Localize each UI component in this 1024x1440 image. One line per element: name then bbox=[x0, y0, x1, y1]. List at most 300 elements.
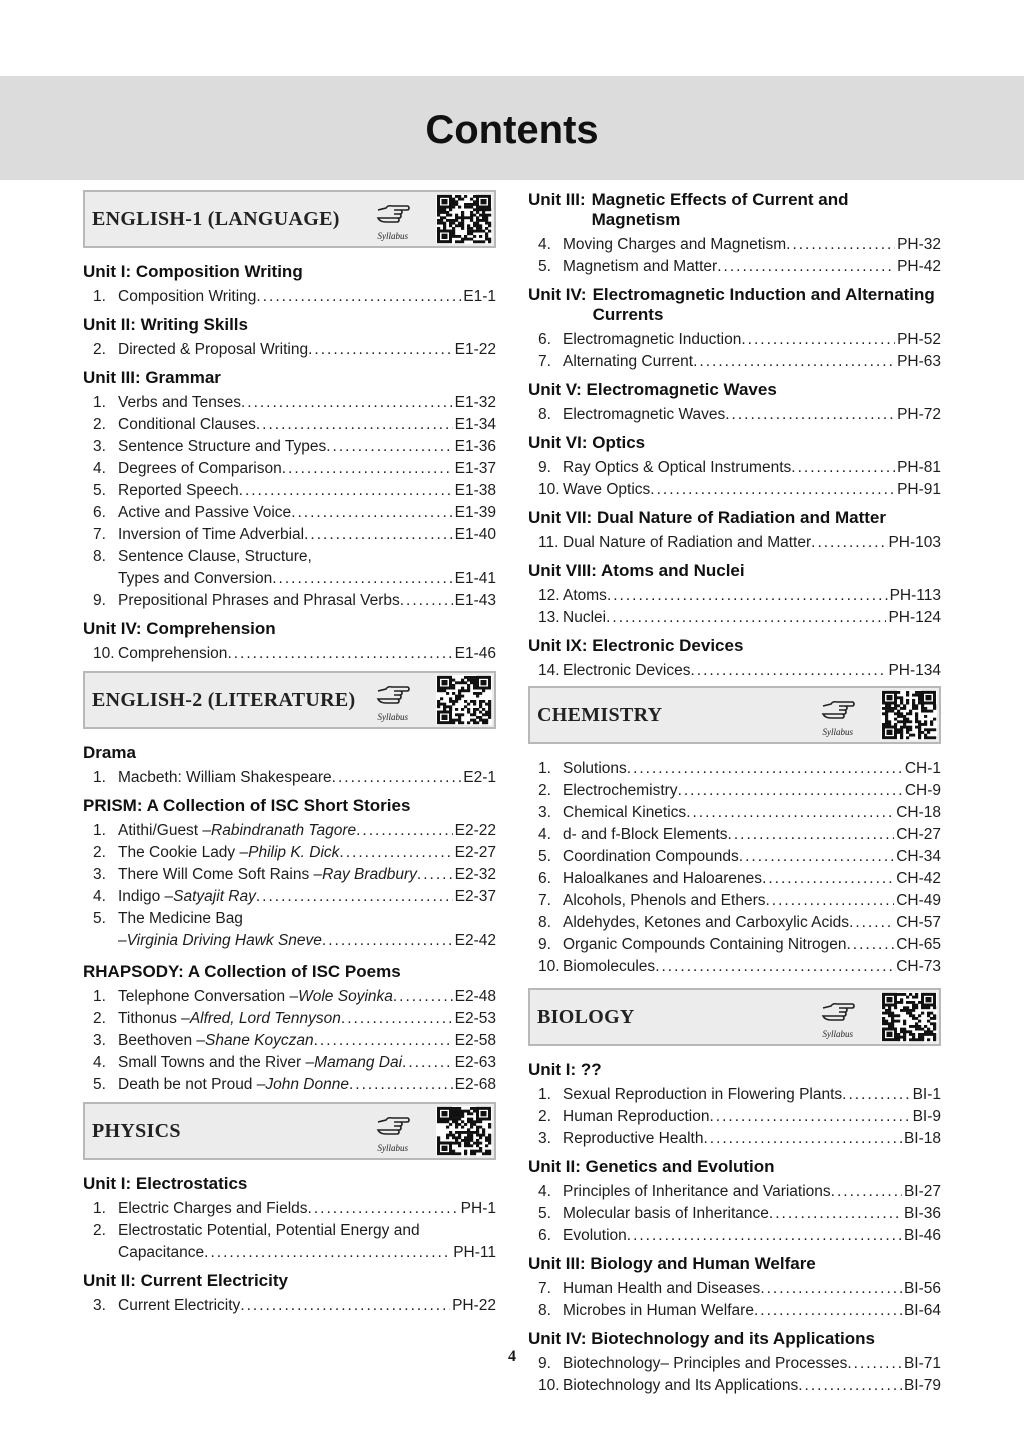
entry-number: 3. bbox=[93, 1032, 106, 1049]
toc-entry[interactable] bbox=[83, 1052, 496, 1074]
entry-title bbox=[563, 1300, 754, 1322]
page-reference: E2-63 bbox=[454, 1054, 496, 1071]
syllabus-label: Syllabus bbox=[822, 1029, 853, 1039]
entry-number: 10. bbox=[538, 481, 560, 498]
entry-title bbox=[563, 1181, 831, 1203]
entry-number: 11. bbox=[538, 534, 559, 551]
entry-number: 8. bbox=[538, 406, 551, 423]
entry-text: Electromagnetic Induction bbox=[563, 331, 742, 348]
entry-leader bbox=[563, 1278, 941, 1300]
dot-leader bbox=[204, 1242, 451, 1264]
dot-leader bbox=[842, 1084, 910, 1106]
section-header-english-1 bbox=[83, 190, 496, 248]
dot-leader bbox=[256, 414, 453, 436]
toc-entry[interactable] bbox=[528, 1084, 941, 1106]
syllabus-label: Syllabus bbox=[822, 727, 853, 737]
toc-entry[interactable] bbox=[83, 392, 496, 414]
entry-title bbox=[563, 1203, 769, 1225]
entry-text: Sexual Reproduction in Flowering Plants bbox=[563, 1086, 843, 1103]
page-reference: CH-18 bbox=[896, 804, 941, 821]
entry-text: Indigo – bbox=[118, 888, 174, 905]
toc-entry[interactable] bbox=[528, 956, 941, 978]
page-reference: PH-124 bbox=[888, 609, 941, 626]
dot-leader bbox=[760, 1278, 902, 1300]
dot-leader bbox=[393, 986, 453, 1008]
toc-entry[interactable] bbox=[528, 868, 941, 890]
entry-text: Ray Optics & Optical Instruments bbox=[563, 459, 792, 476]
unit-heading: Drama bbox=[83, 743, 136, 762]
entry-number bbox=[83, 568, 118, 590]
toc-entry[interactable] bbox=[528, 1225, 941, 1247]
entry-text: Inversion of Time Adverbial bbox=[118, 526, 305, 543]
entry-title bbox=[563, 824, 728, 846]
entry-leader bbox=[563, 1128, 941, 1150]
unit-heading bbox=[528, 190, 941, 230]
toc-entry[interactable] bbox=[83, 930, 496, 952]
entry-number: 1. bbox=[93, 988, 106, 1005]
dot-leader bbox=[339, 842, 452, 864]
entry-title bbox=[563, 329, 741, 351]
entry-leader bbox=[118, 414, 496, 436]
entry-title bbox=[563, 1375, 798, 1397]
entry-number: 5. bbox=[538, 258, 551, 275]
toc-entry[interactable] bbox=[83, 767, 496, 789]
unit-heading: Unit VIII: Atoms and Nuclei bbox=[528, 561, 745, 580]
page-reference: CH-1 bbox=[904, 760, 941, 777]
dot-leader bbox=[849, 912, 894, 934]
page-reference: E2-1 bbox=[463, 769, 496, 786]
entry-leader bbox=[563, 802, 941, 824]
page-reference: E2-37 bbox=[454, 888, 496, 905]
page-reference: BI-18 bbox=[903, 1130, 941, 1147]
page-reference: CH-57 bbox=[896, 914, 941, 931]
page-number: 4 bbox=[508, 1348, 516, 1365]
entry-title bbox=[563, 956, 655, 978]
entry-number: 4. bbox=[93, 888, 106, 905]
entry-title bbox=[118, 339, 308, 361]
toc-entry[interactable] bbox=[83, 286, 496, 308]
entry-title bbox=[118, 458, 282, 480]
dot-leader bbox=[400, 590, 453, 612]
entry-text: Tithonus – bbox=[118, 1010, 190, 1027]
entry-title bbox=[118, 864, 417, 886]
entry-title bbox=[563, 234, 786, 256]
toc-entry[interactable] bbox=[83, 1242, 496, 1264]
entry-leader bbox=[563, 256, 941, 278]
entry-number: 1. bbox=[538, 1086, 551, 1103]
entry-leader bbox=[563, 585, 941, 607]
entry-title bbox=[118, 392, 241, 414]
toc-entry[interactable] bbox=[528, 1203, 941, 1225]
entry-number: 4. bbox=[538, 826, 551, 843]
entry-leader bbox=[118, 286, 496, 308]
dot-leader bbox=[308, 339, 453, 361]
entry-leader bbox=[563, 532, 941, 554]
entry-number: 8. bbox=[538, 1302, 551, 1319]
toc-entry[interactable] bbox=[83, 480, 496, 502]
entry-title bbox=[118, 820, 356, 842]
pointing-hand-icon bbox=[376, 683, 410, 705]
page-reference: PH-91 bbox=[897, 481, 941, 498]
entry-leader bbox=[563, 1203, 941, 1225]
entry-leader bbox=[118, 502, 496, 524]
page-reference: E1-38 bbox=[454, 482, 496, 499]
qr-code-icon[interactable] bbox=[436, 1106, 492, 1156]
entry-number: 10. bbox=[538, 958, 560, 975]
entry-title bbox=[118, 414, 256, 436]
entry-leader bbox=[118, 480, 496, 502]
entry-title bbox=[118, 1030, 314, 1052]
entry-title bbox=[563, 585, 607, 607]
entry-text: Comprehension bbox=[118, 645, 228, 662]
entry-title bbox=[118, 502, 291, 524]
entry-number: 7. bbox=[538, 892, 551, 909]
toc-entry[interactable] bbox=[83, 643, 496, 665]
entry-title bbox=[118, 524, 304, 546]
entry-text: Electrochemistry bbox=[563, 782, 678, 799]
entry-title bbox=[118, 436, 326, 458]
entry-number: 5. bbox=[93, 910, 106, 927]
entry-leader bbox=[118, 568, 496, 590]
dot-leader bbox=[308, 1198, 459, 1220]
dot-leader bbox=[402, 1052, 453, 1074]
toc-entry[interactable] bbox=[83, 339, 496, 361]
entry-leader bbox=[563, 329, 941, 351]
entry-text: Biotechnology– Principles and Processes bbox=[563, 1355, 848, 1372]
toc-entry[interactable] bbox=[528, 1278, 941, 1300]
toc-entry[interactable] bbox=[528, 802, 941, 824]
toc-entry[interactable] bbox=[528, 256, 941, 278]
entry-text: Organic Compounds Containing Nitrogen bbox=[563, 936, 847, 953]
dot-leader bbox=[686, 802, 894, 824]
entry-text: Molecular basis of Inheritance bbox=[563, 1205, 769, 1222]
entry-title bbox=[118, 1052, 402, 1074]
entry-number bbox=[83, 1242, 118, 1264]
page-reference: PH-103 bbox=[888, 534, 941, 551]
entry-author: Ray Bradbury bbox=[322, 866, 417, 883]
toc-entry[interactable] bbox=[83, 842, 496, 864]
pointing-hand-icon bbox=[821, 1000, 855, 1022]
toc-entry[interactable] bbox=[528, 1106, 941, 1128]
entry-title bbox=[563, 802, 686, 824]
unit-heading: Unit IV: Comprehension bbox=[83, 619, 276, 638]
unit-label: Unit III: bbox=[528, 190, 586, 209]
dot-leader bbox=[607, 585, 888, 607]
entry-number: 4. bbox=[93, 1054, 106, 1071]
entry-leader bbox=[563, 1225, 941, 1247]
toc-entry[interactable] bbox=[528, 780, 941, 802]
entry-leader bbox=[563, 1181, 941, 1203]
entry-leader bbox=[563, 824, 941, 846]
entry-title bbox=[563, 1106, 709, 1128]
entry-title bbox=[563, 1225, 627, 1247]
dot-leader bbox=[650, 479, 895, 501]
entry-number: 2. bbox=[538, 1108, 551, 1125]
toc-entry[interactable] bbox=[83, 568, 496, 590]
toc-entry[interactable] bbox=[528, 1300, 941, 1322]
entry-leader bbox=[118, 1295, 496, 1317]
toc-entry[interactable] bbox=[528, 660, 941, 682]
entry-text: Magnetism and Matter bbox=[563, 258, 718, 275]
entry-title bbox=[563, 912, 849, 934]
entry-leader bbox=[563, 956, 941, 978]
entry-title: Sentence Clause, Structure, bbox=[118, 548, 312, 565]
section-header-biology bbox=[528, 988, 941, 1046]
page-reference: CH-27 bbox=[896, 826, 941, 843]
toc-entry[interactable] bbox=[83, 436, 496, 458]
entry-text: Aldehydes, Ketones and Carboxylic Acids bbox=[563, 914, 850, 931]
dot-leader bbox=[725, 404, 895, 426]
entry-text: Dual Nature of Radiation and Matter bbox=[563, 534, 812, 551]
toc-entry[interactable] bbox=[528, 824, 941, 846]
page-reference: E2-58 bbox=[454, 1032, 496, 1049]
unit-title-line: Magnetic Effects of Current and bbox=[591, 190, 849, 209]
entry-title bbox=[118, 480, 239, 502]
toc-entry[interactable] bbox=[528, 1128, 941, 1150]
entry-author: Satyajit Ray bbox=[173, 888, 256, 905]
entry-leader bbox=[563, 479, 941, 501]
entry-number: 9. bbox=[93, 592, 106, 609]
entry-number: 1. bbox=[93, 822, 106, 839]
toc-entry[interactable] bbox=[83, 524, 496, 546]
entry-author: Mamang Dai bbox=[314, 1054, 403, 1071]
toc-entry[interactable] bbox=[528, 758, 941, 780]
entry-leader bbox=[118, 1008, 496, 1030]
page-reference: E2-32 bbox=[454, 866, 496, 883]
page-reference: PH-42 bbox=[897, 258, 941, 275]
entry-leader bbox=[118, 864, 496, 886]
entry-number: 2. bbox=[93, 1010, 106, 1027]
page-reference: BI-36 bbox=[903, 1205, 941, 1222]
entry-title bbox=[118, 1074, 349, 1096]
entry-title bbox=[563, 256, 717, 278]
dot-leader bbox=[256, 286, 461, 308]
unit-title-line: Magnetism bbox=[591, 210, 681, 229]
toc-entry[interactable] bbox=[83, 1074, 496, 1096]
unit-title bbox=[586, 190, 849, 230]
entry-number: 8. bbox=[538, 914, 551, 931]
entry-title bbox=[118, 986, 393, 1008]
entry-number: 3. bbox=[93, 438, 106, 455]
page-reference: E1-43 bbox=[454, 592, 496, 609]
section-title: CHEMISTRY bbox=[537, 704, 663, 726]
toc-entry[interactable] bbox=[83, 1030, 496, 1052]
entry-leader bbox=[118, 986, 496, 1008]
unit-heading: Unit I: Electrostatics bbox=[83, 1174, 248, 1193]
entry-author: Philip K. Dick bbox=[248, 844, 340, 861]
qr-code-icon[interactable] bbox=[436, 194, 492, 244]
dot-leader bbox=[678, 780, 903, 802]
entry-leader bbox=[563, 1375, 941, 1397]
entry-leader bbox=[118, 886, 496, 908]
entry-text: Electromagnetic Waves bbox=[563, 406, 726, 423]
page-reference: BI-71 bbox=[903, 1355, 941, 1372]
toc-entry[interactable] bbox=[83, 414, 496, 436]
entry-author: Virginia Driving Hawk Sneve bbox=[126, 932, 322, 949]
entry-number: 7. bbox=[538, 1280, 551, 1297]
page-reference: E1-22 bbox=[454, 341, 496, 358]
entry-number: 2. bbox=[93, 844, 106, 861]
entry-number bbox=[83, 930, 118, 952]
section-header-chemistry bbox=[528, 686, 941, 744]
toc-entry-line bbox=[83, 546, 496, 568]
unit-heading: Unit IX: Electronic Devices bbox=[528, 636, 744, 655]
page-reference: E1-40 bbox=[454, 526, 496, 543]
entry-number: 6. bbox=[93, 504, 106, 521]
entry-title bbox=[118, 767, 332, 789]
page-reference: E1-46 bbox=[454, 645, 496, 662]
pointing-hand-icon bbox=[376, 1114, 410, 1136]
entry-text: Capacitance bbox=[118, 1244, 205, 1261]
page-reference: BI-56 bbox=[903, 1280, 941, 1297]
entry-number: 10. bbox=[93, 645, 115, 662]
entry-text: Composition Writing bbox=[118, 288, 257, 305]
entry-leader bbox=[563, 234, 941, 256]
toc-entry[interactable] bbox=[528, 234, 941, 256]
entry-text: Coordination Compounds bbox=[563, 848, 739, 865]
page-reference: E1-32 bbox=[454, 394, 496, 411]
toc-entry[interactable] bbox=[528, 585, 941, 607]
entry-text: Beethoven – bbox=[118, 1032, 206, 1049]
entry-leader bbox=[118, 590, 496, 612]
dot-leader bbox=[655, 956, 894, 978]
toc-entry[interactable] bbox=[83, 458, 496, 480]
entry-text: Atithi/Guest – bbox=[118, 822, 212, 839]
entry-title: Electrostatic Potential, Potential Energy and bbox=[118, 1222, 420, 1239]
entry-leader bbox=[118, 1052, 496, 1074]
page-reference: PH-22 bbox=[452, 1297, 496, 1314]
entry-leader bbox=[563, 457, 941, 479]
entry-text: Telephone Conversation – bbox=[118, 988, 299, 1005]
toc-entry[interactable] bbox=[528, 479, 941, 501]
toc-entry[interactable] bbox=[83, 820, 496, 842]
entry-leader bbox=[563, 890, 941, 912]
entry-number: 5. bbox=[538, 1205, 551, 1222]
page-reference: CH-65 bbox=[896, 936, 941, 953]
page-title: Contents bbox=[425, 108, 599, 152]
entry-text: Small Towns and the River – bbox=[118, 1054, 315, 1071]
unit-heading: Unit V: Electromagnetic Waves bbox=[528, 380, 777, 399]
page-reference: PH-1 bbox=[460, 1200, 496, 1217]
entry-title bbox=[563, 758, 627, 780]
page-reference: BI-27 bbox=[903, 1183, 941, 1200]
dot-leader bbox=[717, 256, 895, 278]
dot-leader bbox=[709, 1106, 910, 1128]
entry-leader bbox=[118, 767, 496, 789]
entry-text: Reproductive Health bbox=[563, 1130, 704, 1147]
unit-heading: Unit II: Current Electricity bbox=[83, 1271, 288, 1290]
toc-entry[interactable] bbox=[528, 404, 941, 426]
entry-leader bbox=[563, 934, 941, 956]
toc-entry[interactable] bbox=[528, 890, 941, 912]
entry-title bbox=[563, 780, 678, 802]
toc-entry[interactable] bbox=[83, 590, 496, 612]
page-reference: BI-46 bbox=[903, 1227, 941, 1244]
entry-title bbox=[118, 590, 400, 612]
dot-leader bbox=[304, 524, 453, 546]
toc-entry[interactable] bbox=[528, 457, 941, 479]
toc-entry[interactable] bbox=[83, 1008, 496, 1030]
dot-leader bbox=[322, 930, 453, 952]
toc-entry[interactable] bbox=[83, 502, 496, 524]
entry-title bbox=[118, 886, 256, 908]
entry-title bbox=[118, 1242, 204, 1264]
entry-number: 1. bbox=[538, 760, 551, 777]
page-reference: E2-22 bbox=[454, 822, 496, 839]
toc-entry[interactable] bbox=[528, 329, 941, 351]
entry-text: Biotechnology and Its Applications bbox=[563, 1377, 799, 1394]
unit-heading: Unit I: ?? bbox=[528, 1060, 602, 1079]
syllabus-label: Syllabus bbox=[377, 1143, 408, 1153]
dot-leader bbox=[762, 868, 894, 890]
unit-title-line: Electromagnetic Induction and Alternating bbox=[592, 285, 935, 304]
entry-leader bbox=[118, 820, 496, 842]
toc-entry[interactable] bbox=[528, 607, 941, 629]
left-column bbox=[83, 190, 496, 1317]
entry-leader bbox=[118, 930, 496, 952]
toc-entry[interactable] bbox=[528, 532, 941, 554]
unit-heading: Unit III: Biology and Human Welfare bbox=[528, 1254, 816, 1273]
qr-code-icon[interactable] bbox=[881, 992, 937, 1042]
entry-text: The Cookie Lady – bbox=[118, 844, 249, 861]
toc-entry[interactable] bbox=[528, 912, 941, 934]
toc-entry[interactable] bbox=[83, 1198, 496, 1220]
toc-entry[interactable] bbox=[528, 1375, 941, 1397]
dot-leader bbox=[831, 1181, 902, 1203]
page-reference: E1-41 bbox=[454, 570, 496, 587]
entry-title bbox=[118, 643, 227, 665]
entry-title bbox=[563, 607, 606, 629]
section-title: ENGLISH-2 (LITERATURE) bbox=[92, 689, 356, 711]
entry-number: 3. bbox=[93, 866, 106, 883]
toc-entry-line bbox=[83, 1220, 496, 1242]
entry-leader bbox=[118, 1198, 496, 1220]
entry-number: 5. bbox=[538, 848, 551, 865]
entry-text: Conditional Clauses bbox=[118, 416, 256, 433]
page-reference: BI-79 bbox=[903, 1377, 941, 1394]
toc-entry[interactable] bbox=[83, 986, 496, 1008]
toc-entry[interactable] bbox=[528, 934, 941, 956]
page-reference: CH-49 bbox=[896, 892, 941, 909]
unit-heading: Unit II: Writing Skills bbox=[83, 315, 248, 334]
page-reference: E2-42 bbox=[454, 932, 496, 949]
entry-number: 2. bbox=[93, 1222, 106, 1239]
entry-text: Verbs and Tenses bbox=[118, 394, 241, 411]
toc-entry[interactable] bbox=[83, 886, 496, 908]
toc-entry[interactable] bbox=[528, 846, 941, 868]
entry-text: Solutions bbox=[563, 760, 627, 777]
qr-code-icon[interactable] bbox=[881, 690, 937, 740]
dot-leader bbox=[326, 436, 452, 458]
entry-leader bbox=[563, 351, 941, 373]
entry-text: Macbeth: William Shakespeare bbox=[118, 769, 332, 786]
dot-leader bbox=[256, 886, 453, 908]
toc-entry[interactable] bbox=[528, 1181, 941, 1203]
toc-entry[interactable] bbox=[83, 1295, 496, 1317]
page-reference: CH-73 bbox=[896, 958, 941, 975]
dot-leader bbox=[791, 457, 895, 479]
toc-entry[interactable] bbox=[528, 351, 941, 373]
entry-text: Death be not Proud – bbox=[118, 1076, 266, 1093]
entry-number: 1. bbox=[93, 288, 106, 305]
entry-text: There Will Come Soft Rains – bbox=[118, 866, 323, 883]
qr-code-icon[interactable] bbox=[436, 675, 492, 725]
entry-leader bbox=[563, 660, 941, 682]
entry-title bbox=[118, 568, 272, 590]
dot-leader bbox=[691, 660, 887, 682]
toc-entry[interactable] bbox=[83, 864, 496, 886]
entry-text: Electronic Devices bbox=[563, 662, 691, 679]
